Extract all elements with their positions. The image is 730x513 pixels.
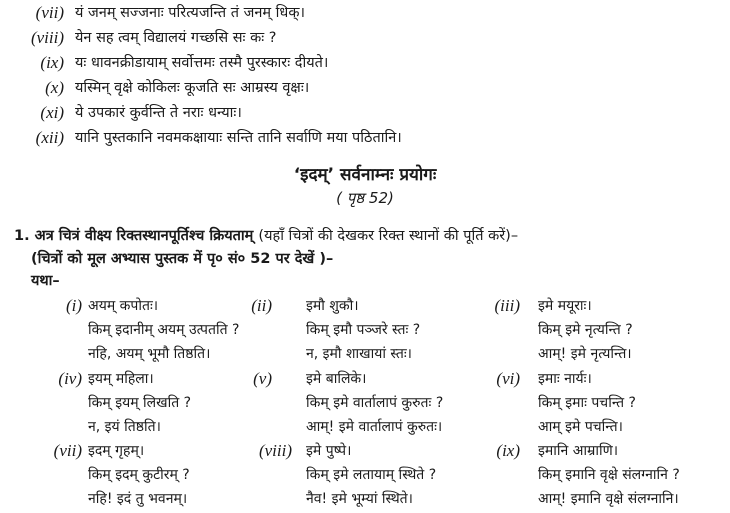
item-text: ये उपकारं कुर्वन्ति ते नराः धन्याः। — [75, 105, 242, 121]
exercise-line: आम्! इमानि वृक्षे संलग्नानि। — [538, 491, 679, 507]
exercise-line: इमे मयूराः। — [538, 298, 592, 314]
exercise-line: आम् इमे पचन्ति। — [538, 419, 623, 435]
item-number: (vii) — [35, 3, 64, 22]
exercise-number: (ii) — [251, 296, 272, 315]
exercise-line: किम् इमौ पञ्जरे स्तः ? — [306, 322, 421, 338]
exercise-line: न, इयं तिष्ठति। — [88, 419, 161, 435]
exercise-line: किम् इदम् कुटीरम् ? — [88, 467, 190, 483]
exercise-line: इमानि आम्राणि। — [538, 443, 619, 459]
exercise-number: (vii) — [53, 441, 82, 460]
item-number: (xii) — [35, 128, 64, 147]
yatha-label: यथा– — [31, 273, 60, 289]
exercise-line: न, इमौ शाखायां स्तः। — [306, 346, 412, 362]
exercise-line: इदम् गृहम्। — [88, 443, 145, 459]
exercise-number: (v) — [253, 369, 272, 388]
exercise-line: इमे पुष्पे। — [306, 443, 352, 459]
item-text: यं जनम् सज्जनाः परित्यजन्ति तं जनम् धिक्। — [75, 5, 305, 21]
item-text: यस्मिन् वृक्षे कोकिलः कूजति सः आम्रस्य वृक्षः। — [75, 80, 310, 96]
exercise-number: (i) — [65, 296, 82, 315]
exercise-line: किम् इमे वार्तालापं कुरुतः ? — [306, 395, 444, 411]
item-number: (viii) — [30, 28, 64, 47]
exercise-number: (iii) — [494, 296, 520, 315]
exercise-line: आम्! इमे वार्तालापं कुरुतः। — [306, 419, 443, 435]
exercise-line: किम् इमे लतायाम् स्थिते ? — [306, 467, 437, 483]
exercise-number: (viii) — [258, 441, 292, 460]
item-number: (ix) — [40, 53, 64, 72]
exercise-line: नैव! इमे भूम्यां स्थिते। — [306, 491, 413, 507]
item-number: (xi) — [40, 103, 64, 122]
question-note: (चित्रों को मूल अभ्यास पुस्तक में पृ० सं० 52 पर देखें )– — [31, 251, 334, 267]
exercise-line: अयम् कपोतः। — [88, 298, 159, 314]
exercise-line: किम् इमानि वृक्षे संलग्नानि ? — [538, 467, 680, 483]
question-instruction-hindi: (यहाँ चित्रों की देखकर रिक्त स्थानों की पूर्ति करें)– — [258, 228, 519, 244]
exercise-line: आम्! इमे नृत्यन्ति। — [538, 346, 632, 362]
exercise-number: (ix) — [496, 441, 520, 460]
exercise-line: इमाः नार्यः। — [538, 371, 592, 387]
item-text: यानि पुस्तकानि नवमकक्षायाः सन्ति तानि सर्वाणि मया पठितानि। — [75, 130, 402, 146]
exercise-line: इमे बालिके। — [306, 371, 367, 387]
exercise-line: नहि, अयम् भूमौ तिष्ठति। — [88, 346, 211, 362]
exercise-number: (vi) — [496, 369, 520, 388]
exercise-line: इमौ शुकौ। — [306, 298, 359, 314]
exercise-line: किम् इयम् लिखति ? — [88, 395, 192, 411]
page-reference: ( पृष्ठ 52) — [336, 189, 394, 207]
section-title: ‘इदम्’ सर्वनाम्नः प्रयोगः — [293, 165, 437, 185]
item-number: (x) — [45, 78, 64, 97]
exercise-line: किम् इमाः पचन्ति ? — [538, 395, 636, 411]
question-line — [14, 226, 518, 246]
exercise-line: किम् इदानीम् अयम् उत्पतति ? — [88, 322, 240, 338]
exercise-line: इयम् महिला। — [88, 371, 154, 387]
item-text: येन सह त्वम् विद्यालयं गच्छसि सः कः ? — [75, 30, 277, 46]
question-number: 1. — [14, 228, 30, 244]
exercise-number: (iv) — [58, 369, 82, 388]
question-instruction-sanskrit: अत्र चित्रं वीक्ष्य रिक्तस्थानपूर्तिश्च क्रियताम् — [34, 228, 254, 244]
exercise-line: नहि! इदं तु भवनम्। — [88, 491, 188, 507]
exercise-line: किम् इमे नृत्यन्ति ? — [538, 322, 633, 338]
item-text: यः धावनक्रीडायाम् सर्वोत्तमः तस्मै पुरस्कारः दीयते। — [75, 55, 329, 71]
